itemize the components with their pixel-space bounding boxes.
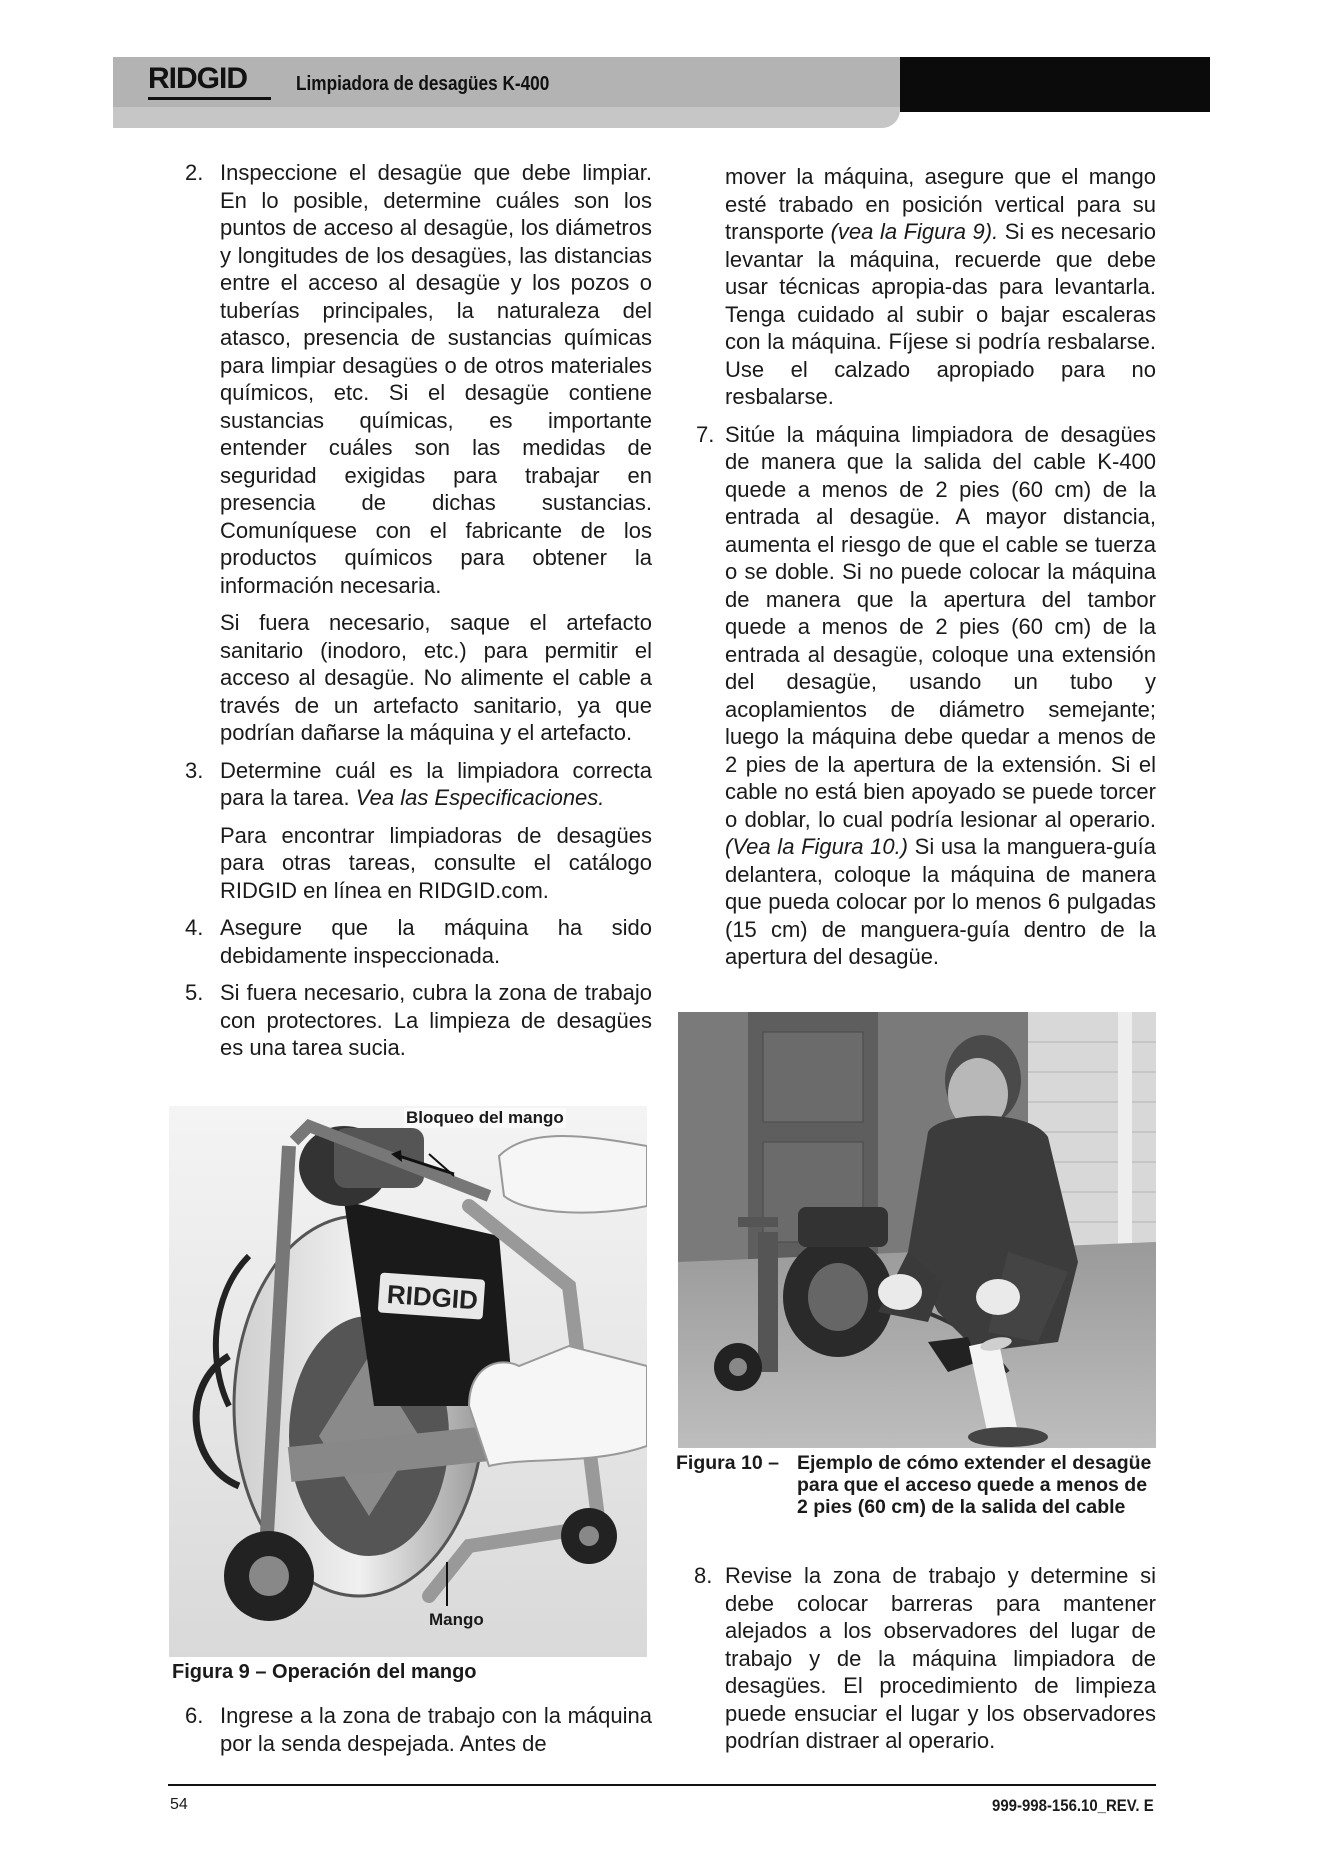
- item-8-text: Revise la zona de trabajo y determine si debe colocar barreras para mantener alejados a los observadores del lugar de trabajo y de la máquina limpiadora de desagües. El procedimiento de limpieza puede ensuciar el lugar y los observadores podrían distraer al operario.: [725, 1563, 1156, 1753]
- figure-9-reference: (vea la Figura 9).: [830, 219, 999, 244]
- figure-10-image: [678, 1012, 1156, 1448]
- brand-logo-underline: [148, 97, 271, 100]
- figure-10-caption-text: Ejemplo de cómo extender el desagüe para que el acceso quede a menos de 2 pies (60 cm) de la salida del cable: [797, 1452, 1152, 1518]
- item-5-text: Si fuera necesario, cubra la zona de trabajo con protectores. La limpieza de desagües es una tarea sucia.: [220, 980, 652, 1060]
- document-code: 999-998-156.10_REV. E: [992, 1796, 1154, 1815]
- list-item-2: [170, 159, 652, 599]
- brand-logo: RIDGID: [148, 62, 247, 95]
- list-item-7: [690, 421, 1156, 971]
- figure-10-reference: (Vea la Figura 10.): [725, 834, 909, 859]
- list-number: 5.: [185, 980, 204, 1005]
- figure-9-label-handle-lock: Bloqueo del mango: [406, 1108, 564, 1127]
- item-3-text: Determine cuál es la limpiadora correcta para la tarea. Vea las Especificaciones.: [220, 757, 652, 810]
- header-black-block: [900, 57, 1210, 112]
- list-item-4: [170, 914, 652, 969]
- figure-9-image: [169, 1106, 647, 1657]
- figure-10-caption-number: Figura 10 –: [676, 1452, 779, 1474]
- drain-extension-photo: [678, 1012, 1156, 1448]
- right-column: [690, 163, 1156, 971]
- item-4-text: Asegure que la máquina ha sido debidamente inspeccionada.: [220, 915, 652, 968]
- list-number: 6.: [185, 1703, 204, 1728]
- specifications-reference: Vea las Especificaciones.: [355, 785, 605, 810]
- item-3-paragraph-2: Para encontrar limpiadoras de desagües para otras tareas, consulte el catálogo RIDGID en línea en RIDGID.com.: [220, 822, 652, 903]
- list-item-3: [170, 757, 652, 812]
- footer-rule: [168, 1784, 1156, 1786]
- header-tab: [113, 107, 900, 128]
- list-number: 2.: [185, 160, 204, 185]
- item-2-text: Inspeccione el desagüe que debe limpiar. En lo posible, determine cuáles son los puntos de acceso al desagüe, los diámetros y longitudes de los desagües, las distancias entre el acceso al desagüe y los pozos o tuberías principales, la naturaleza del atasco, presencia de sustancias químicas para limpiar desagües o de otros materiales químicos, etc. Si el desagüe contiene sustancias químicas, es importante entender cuáles son las medidas de seguridad exigidas para trabajar en presencia de dichas sustancias. Comuníquese con el fabricante de los productos químicos para obtener la información necesaria.: [220, 160, 652, 598]
- figure-9-label-handle: Mango: [429, 1610, 484, 1629]
- machine-logo-text: RIDGID: [385, 1278, 479, 1316]
- page-header-title: Limpiadora de desagües K-400: [296, 73, 550, 95]
- list-number: 7.: [696, 421, 715, 447]
- drain-machine-illustration: [169, 1106, 647, 1657]
- right-column-bottom: [690, 1562, 1156, 1755]
- list-item-5: [170, 979, 652, 1062]
- left-column: [170, 159, 652, 1062]
- list-item-8: [690, 1562, 1156, 1755]
- item-6-continuation: mover la máquina, asegure que el mango esté trabado en posición vertical para su transporte (vea la Figura 9). Si es necesario levantar la máquina, recuerde que debe usar técnicas apropia-das para levantarla. Tenga cuidado al subir o bajar escaleras con la máquina. Fíjese si podría resbalarse. Use el calzado apropiado para no resbalarse.: [725, 164, 1156, 409]
- item-7-text: Sitúe la máquina limpiadora de desagües de manera que la salida del cable K-400 quede a menos de 2 pies (60 cm) de la entrada al desagüe. A mayor distancia, aumenta el riesgo de que el cable se tuerza o se doble. Si no puede colocar la máquina de manera que la apertura del tambor quede a menos de 2 pies (60 cm) de la entrada al desagüe, coloque una extensión del desagüe, usando un tubo y acoplamientos de diámetro semejante; luego la máquina debe quedar a menos de 2 pies de la apertura de la extensión. Si el cable no está bien apoyado se puede torcer o doblar, lo cual podría lesionar al operario. (Vea la Figura 10.) Si usa la manguera-guía delantera, coloque la máquina de manera que pueda colocar por lo menos 6 pulgadas (15 cm) de manguera-guía dentro de la apertura del desagüe.: [725, 421, 1156, 969]
- item-6-text: Ingrese a la zona de trabajo con la máquina por la senda despejada. Antes de: [220, 1703, 652, 1756]
- list-number: 4.: [185, 915, 204, 940]
- list-number: 8.: [694, 1563, 713, 1588]
- left-column-bottom: [170, 1702, 652, 1757]
- figure-10-caption: [676, 1452, 1160, 1518]
- page-number: 54: [170, 1796, 188, 1813]
- figure-9-caption: Figura 9 – Operación del mango: [172, 1661, 477, 1683]
- list-number: 3.: [185, 757, 204, 783]
- list-item-6: [170, 1702, 652, 1757]
- item-2-paragraph-2: Si fuera necesario, saque el artefacto sanitario (inodoro, etc.) para permitir el acceso al desagüe. No alimente el cable a través de un artefacto sanitario, ya que podrían dañarse la máquina y el artefacto.: [220, 610, 652, 745]
